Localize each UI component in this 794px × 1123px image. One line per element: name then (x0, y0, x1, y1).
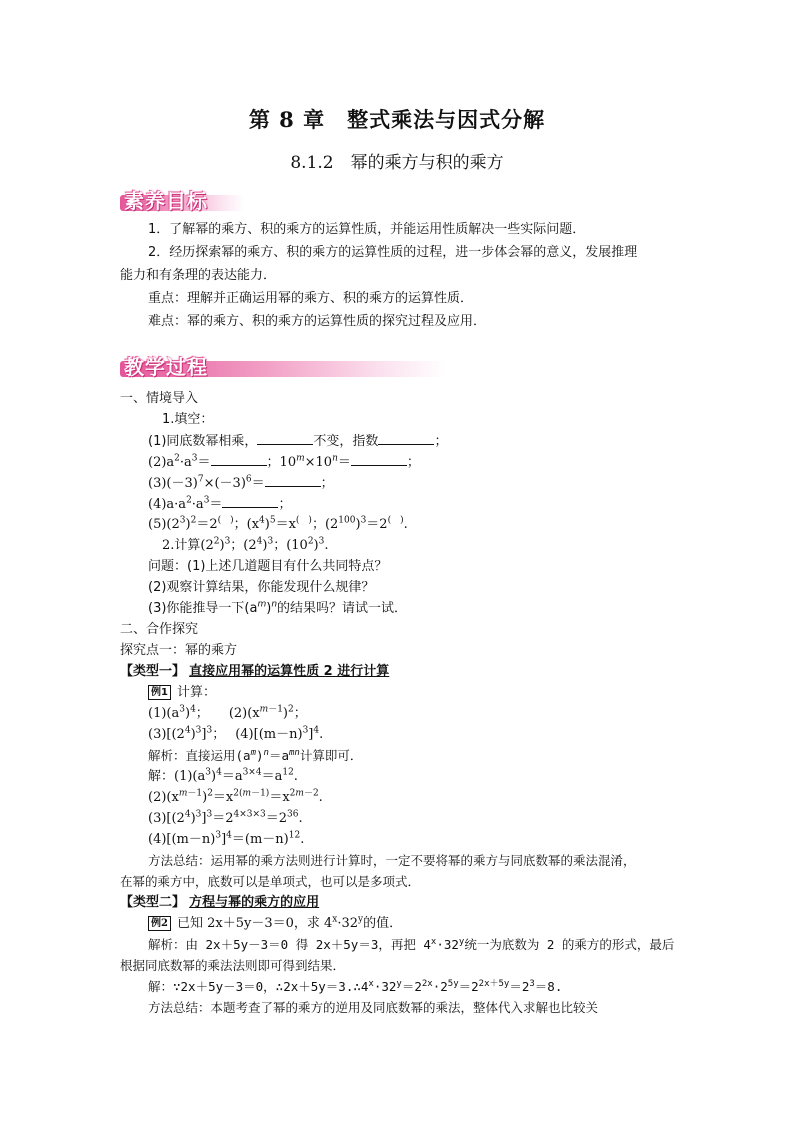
example-2: 例2 已知 2x＋5y－3＝0，求 $4^x\cdot 32^y$的值． (148, 914, 402, 934)
solution-2: $(2)(x^{m-1})^2=x^{2(m-1)}=x^{2m-2}$. (148, 788, 323, 805)
example-2-analysis-cont: 根据同底数幂的乘法法则即可得到结果． (120, 958, 346, 973)
method-summary-1: 方法总结：运用幂的乘方法则进行计算时，一定不要将幂的乘方与同底数幂的乘法混淆， (148, 853, 636, 868)
process-banner-label: 教学过程 (124, 355, 208, 379)
section-cooperation: 二、合作探究 (120, 622, 199, 637)
chapter-title: 第 8 章 整式乘法与因式分解 (248, 107, 546, 132)
section-title: 8.1.2 幂的乘方与积的乘方 (290, 153, 504, 173)
goal-2-cont: 能力和有条理的表达能力． (120, 268, 277, 283)
question-1: 问题：(1)上述几道题目有什么共同特点？ (148, 559, 388, 574)
goals-banner (120, 186, 244, 212)
fill-item-2: $(2)a^2\cdot a^3=$ ；$10^m\times 10^n=$ ； (148, 453, 420, 470)
example-1-parts-b: $(3)[(2^4)^3]^3$； $(4)[(m-n)^3]^4$. (148, 725, 324, 742)
goal-2: 2．经历探索幂的乘方、积的乘方的运算性质的过程，进一步体会幂的意义，发展推理 (148, 245, 638, 260)
example-1-parts-a: $(1)(a^3)^4$； $(2)(x^{m-1})^2$； (148, 704, 307, 721)
example-2-analysis: 解析：由 2x＋5y－3＝0 得 2x＋5y＝3，再把 $4^x\cdot 32^y$统一为底数为 2 的乘方的形式，最后 (148, 936, 675, 952)
solution-3: $(3)[(2^4)^3]^3=2^{4\times 3\times 3}=2^{36}$. (148, 809, 303, 826)
calc-item: 2.计算$(2^2)^3$；$(2^4)^3$；$(10^2)^3$. (162, 536, 329, 553)
question-3: (3)你能推导一下$(a^m)^n$的结果吗？请试一试． (148, 599, 408, 616)
section-scene-intro: 一、情境导入 (120, 391, 199, 406)
solution-1: 解：$(1)(a^3)^4=a^{3\times 4}=a^{12}$. (148, 767, 298, 784)
key-point: 重点：理解并正确运用幂的乘方、积的乘方的运算性质． (148, 291, 474, 306)
method-summary-1-cont: 在幂的乘方中，底数可以是单项式，也可以是多项式． (120, 874, 421, 889)
goals-banner-label: 素养目标 (124, 189, 208, 213)
example-2-solution: 解：∵2x＋5y－3＝0，$\therefore 2x+5y=3.\therefore 4^x\cdot 32^y=2^{2x}\cdot 2^{5y}=2^{2x+5y}=2^3=8$. (148, 978, 563, 994)
solution-4: $(4)[(m-n)^3]^4=(m-n)^{12}$. (148, 830, 305, 847)
fill-item-1: (1)同底数幂相乘， 不变，指数 ； (148, 431, 447, 452)
difficult-point: 难点：幂的乘方、积的乘方的运算性质的探究过程及应用． (148, 314, 487, 329)
explore-point-1: 探究点一：幂的乘方 (120, 643, 238, 658)
example-badge: 例1 (148, 685, 171, 700)
method-summary-2: 方法总结：本题考查了幂的乘方的逆用及同底数幂的乘法，整体代入求解也比较关 (148, 1000, 599, 1015)
fill-title: 1.填空： (162, 412, 214, 427)
process-banner (120, 352, 446, 378)
fill-item-3: $(3)(-3)^7\times(-3)^6=$ ； (148, 474, 334, 491)
example-1-analysis: 解析：直接运用$(a^m)^n=a^{mn}$计算即可． (148, 747, 363, 763)
question-2: (2)观察计算结果，你能发现什么规律？ (148, 580, 375, 595)
type-1-heading: 【类型一】 直接应用幂的运算性质 2 进行计算 (120, 664, 390, 679)
fill-item-4: $(4)a\cdot a^2\cdot a^3=$ ； (148, 495, 292, 512)
goal-1: 1．了解幂的乘方、积的乘方的运算性质，并能运用性质解决一些实际问题． (148, 222, 586, 237)
type-2-heading: 【类型二】 方程与幂的乘方的应用 (120, 895, 320, 910)
example-badge: 例2 (148, 916, 171, 931)
example-1: 例1 计算： (148, 683, 216, 703)
fill-item-5: $(5)(2^3)^2=2^{( )}$；$(x^4)^5=x^{( )}$；$(2^{100})^3=2^{( )}$. (148, 515, 408, 532)
